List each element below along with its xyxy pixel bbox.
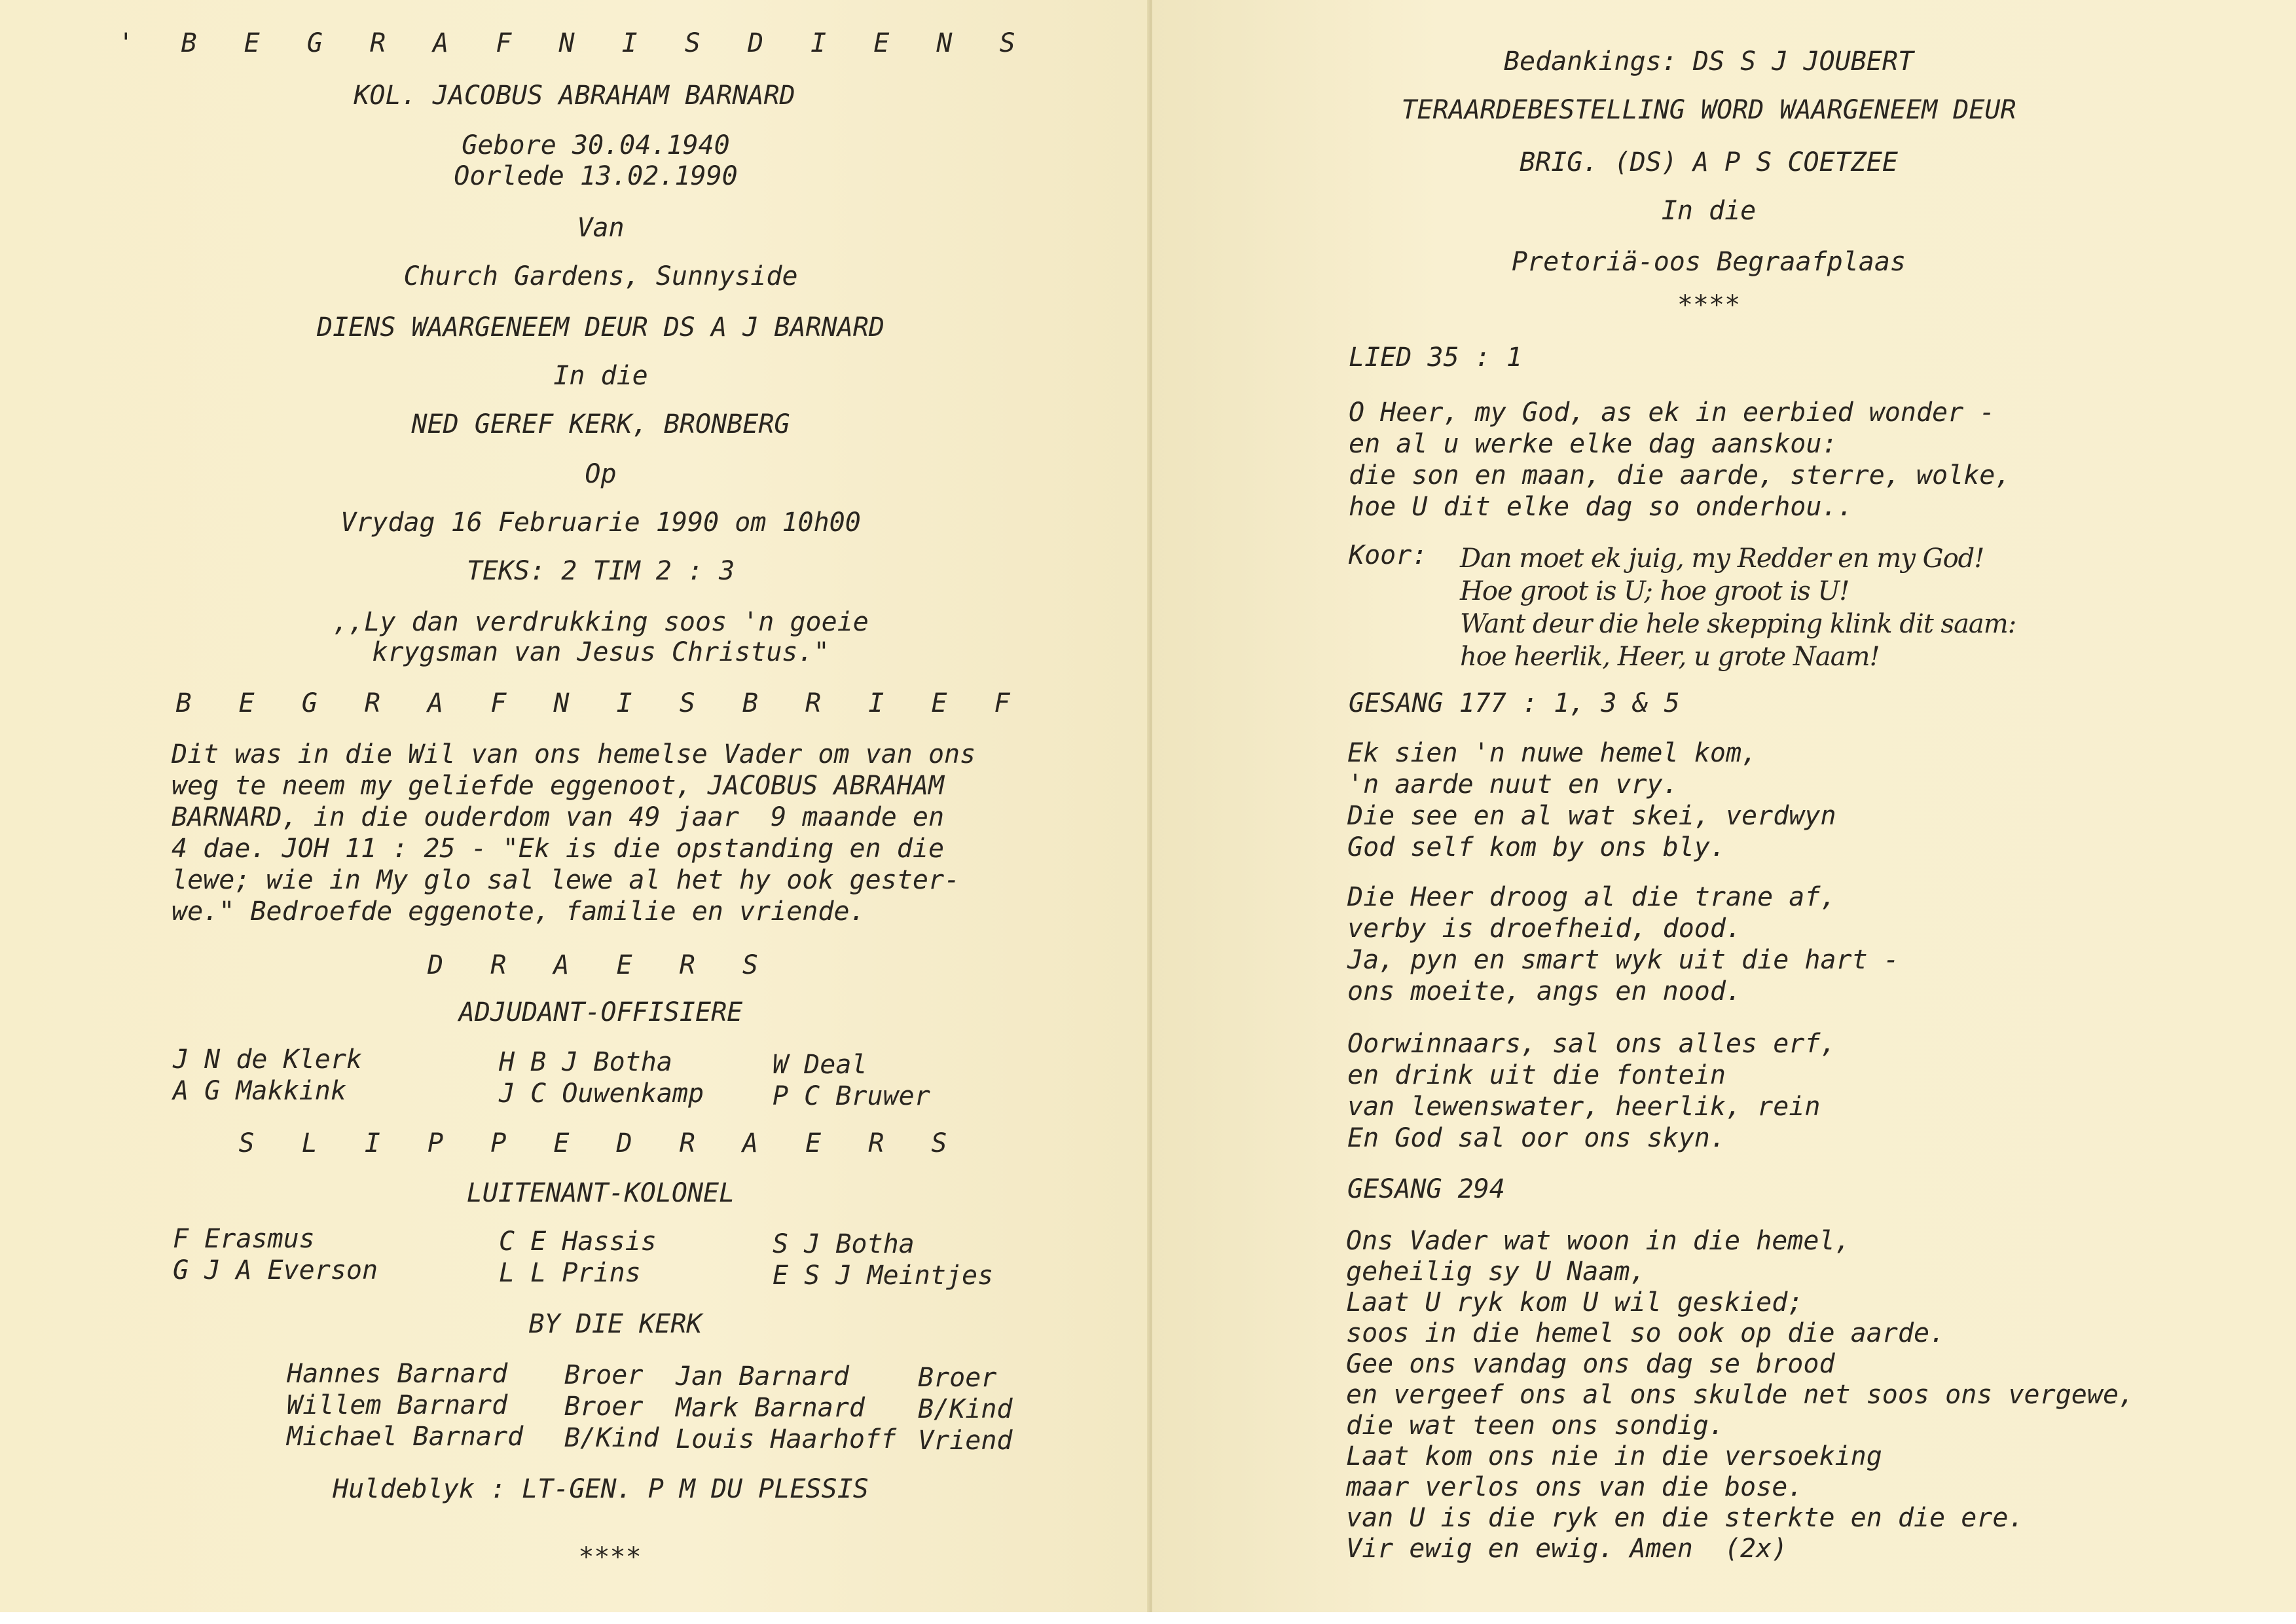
bearer-name: F Erasmus: [173, 1224, 315, 1254]
bearer-name: J N de Klerk: [173, 1044, 362, 1075]
hymn-line: van lewenswater, heerlik, rein: [1347, 1092, 1821, 1122]
service-title: ' B E G R A F N I S D I E N S: [118, 28, 1031, 58]
bearer-name: P C Bruwer: [773, 1081, 930, 1111]
hymn-line: O Heer, my God, as ek in eerbied wonder -: [1349, 397, 1995, 428]
letter-line: BARNARD, in die ouderdom van 49 jaar 9 maande en: [172, 802, 945, 832]
adjutant-column: [173, 1044, 362, 1107]
birth-date: Gebore 30.04.1940: [462, 130, 730, 160]
hymn-line: Laat kom ons nie in die versoeking: [1346, 1441, 1882, 1471]
family-relation: Broer: [564, 1392, 644, 1422]
family-name: Louis Haarhoff: [676, 1424, 897, 1454]
ltcol-heading: LUITENANT-KOLONEL: [466, 1178, 735, 1208]
hymn-line: en vergeef ons al ons skulde net soos ons vergewe,: [1346, 1380, 2135, 1410]
in-die-label: In die: [553, 361, 648, 391]
burial-officiant: BRIG. (DS) A P S COETZEE: [1520, 147, 1898, 177]
hymn-line: Ek sien 'n nuwe hemel kom,: [1347, 738, 1758, 768]
van-label: Van: [577, 213, 625, 243]
ltcol-column: [173, 1223, 378, 1286]
hymn-line: Vir ewig en ewig. Amen (2x): [1346, 1534, 1788, 1564]
hymn-verse: [1347, 737, 1836, 863]
chorus-label: Koor:: [1349, 540, 1428, 570]
chorus-line: Hoe groot is U; hoe groot is U!: [1460, 576, 1850, 606]
funeral-letter: [172, 739, 975, 927]
thanks-line: Bedankings: DS S J JOUBERT: [1503, 46, 1914, 77]
hymn-line: van U is die ryk en die sterkte en die ere.: [1346, 1503, 2024, 1533]
hymn-verse: [1347, 881, 1899, 1007]
cemetery-name: Pretoriä-oos Begraafplaas: [1511, 247, 1906, 277]
in-die-label: In die: [1661, 196, 1757, 226]
family-name: Willem Barnard: [287, 1390, 508, 1420]
section-stars: ****: [1677, 290, 1741, 320]
hymn-line: En God sal oor ons skyn.: [1347, 1123, 1726, 1153]
hymn-line: ons moeite, angs en nood.: [1347, 976, 1742, 1006]
hymn-verse: [1346, 1226, 2134, 1564]
church-bearers-relations: [918, 1362, 1013, 1456]
chorus-verse: [1460, 542, 2016, 673]
family-relation: B/Kind: [564, 1423, 659, 1453]
scripture-quote-line: krygsman van Jesus Christus.": [372, 637, 829, 667]
bearer-name: S J Botha: [773, 1229, 915, 1259]
adjutant-column: [773, 1049, 930, 1112]
hymn-line: die son en maan, die aarde, sterre, wolke,: [1349, 460, 2011, 490]
right-page: [1152, 0, 2296, 1624]
hymn-verse: [1349, 397, 2011, 523]
scan-bottom-edge: [0, 1612, 2296, 1624]
letter-heading: B E G R A F N I S B R I E F: [175, 688, 1026, 718]
letter-line: Dit was in die Wil van ons hemelse Vader om van ons: [172, 739, 976, 769]
ltcol-column: [499, 1226, 657, 1289]
bearer-name: G J A Everson: [173, 1255, 378, 1285]
hymn-line: Laat U ryk kom U wil geskied;: [1346, 1287, 1804, 1318]
bearer-name: J C Ouwenkamp: [499, 1079, 704, 1109]
op-label: Op: [585, 459, 617, 489]
hymn-title: GESANG 177 : 1, 3 & 5: [1349, 688, 1680, 718]
family-name: Hannes Barnard: [287, 1359, 508, 1389]
bearer-name: L L Prins: [499, 1258, 641, 1288]
hymn-verse: [1347, 1028, 1836, 1154]
letter-line: lewe; wie in My glo sal lewe al het hy ook gester-: [172, 865, 960, 895]
chorus-line: Want deur die hele skepping klink dit saam:: [1460, 609, 2016, 639]
scripture-quote-line: ,,Ly dan verdrukking soos 'n goeie: [333, 607, 869, 637]
family-relation: B/Kind: [918, 1394, 1013, 1424]
bearer-name: C E Hassis: [499, 1227, 657, 1257]
hymn-line: Die Heer droog al die trane af,: [1347, 882, 1836, 912]
chorus-line: hoe heerlik, Heer, u grote Naam!: [1460, 642, 1880, 672]
bearer-name: E S J Meintjes: [773, 1261, 994, 1291]
family-relation: Vriend: [918, 1426, 1013, 1456]
ltcol-column: [773, 1228, 993, 1291]
church-bearers-relations: [564, 1359, 659, 1454]
letter-line: 4 dae. JOH 11 : 25 - "Ek is die opstanding en die: [172, 834, 945, 864]
service-datetime: Vrydag 16 Februarie 1990 om 10h00: [340, 507, 861, 538]
closing-stars: ****: [578, 1542, 642, 1572]
hymn-line: die wat teen ons sondig.: [1346, 1411, 1724, 1441]
family-relation: Broer: [918, 1363, 997, 1393]
family-name: Michael Barnard: [287, 1422, 524, 1452]
letter-line: weg te neem my geliefde eggenoot, JACOBUS ABRAHAM: [172, 771, 945, 801]
hymn-line: Ons Vader wat woon in die hemel,: [1346, 1226, 1851, 1256]
hymn-line: Oorwinnaars, sal ons alles erf,: [1347, 1029, 1836, 1059]
hymn-line: Ja, pyn en smart wyk uit die hart -: [1347, 945, 1899, 975]
bearer-name: W Deal: [773, 1050, 867, 1080]
pallbearers-heading: S L I P P E D R A E R S: [238, 1128, 963, 1158]
hymn-line: geheilig sy U Naam,: [1346, 1257, 1646, 1287]
hymn-line: 'n aarde nuut en vry.: [1347, 769, 1679, 800]
hymn-line: God self kom by ons bly.: [1347, 832, 1726, 862]
family-name: Jan Barnard: [676, 1361, 849, 1392]
bearer-name: H B J Botha: [499, 1047, 672, 1077]
letter-line: we." Bedroefde eggenote, familie en vriende.: [172, 896, 866, 927]
bearer-name: A G Makkink: [173, 1076, 346, 1106]
tribute: Huldeblyk : LT-GEN. P M DU PLESSIS: [333, 1474, 869, 1504]
death-date: Oorlede 13.02.1990: [454, 161, 738, 191]
hymn-line: Gee ons vandag ons dag se brood: [1346, 1349, 1835, 1379]
family-name: Mark Barnard: [676, 1393, 865, 1423]
deceased-name: KOL. JACOBUS ABRAHAM BARNARD: [354, 81, 795, 111]
hymn-line: soos in die hemel so ook op die aarde.: [1346, 1318, 1946, 1348]
chorus-line: Dan moet ek juig, my Redder en my God!: [1460, 544, 1984, 574]
hymn-title: GESANG 294: [1347, 1174, 1505, 1204]
service-officiant: DIENS WAARGENEEM DEUR DS A J BARNARD: [317, 312, 884, 342]
bearers-heading: D R A E R S: [428, 950, 774, 980]
hymn-line: verby is droefheid, dood.: [1347, 913, 1742, 944]
church-bearers-names: [676, 1361, 896, 1455]
scripture-reference: TEKS: 2 TIM 2 : 3: [466, 556, 735, 586]
hymn-line: en drink uit die fontein: [1347, 1060, 1726, 1090]
hymn-line: Die see en al wat skei, verdwyn: [1347, 801, 1836, 831]
hymn-line: maar verlos ons van die bose.: [1346, 1472, 1804, 1502]
burial-line: TERAARDEBESTELLING WORD WAARGENEEM DEUR: [1401, 95, 2016, 125]
hymn-title: LIED 35 : 1: [1349, 342, 1522, 373]
hymn-line: en al u werke elke dag aanskou:: [1349, 429, 1838, 459]
hymn-line: hoe U dit elke dag so onderhou..: [1349, 492, 1853, 522]
adjutant-heading: ADJUDANT-OFFISIERE: [458, 997, 743, 1027]
address: Church Gardens, Sunnyside: [403, 261, 798, 291]
church-bearers-names: [287, 1358, 523, 1452]
church-bearers-heading: BY DIE KERK: [528, 1309, 702, 1339]
church-name: NED GEREF KERK, BRONBERG: [411, 409, 790, 439]
adjutant-column: [499, 1046, 704, 1109]
family-relation: Broer: [564, 1360, 644, 1390]
